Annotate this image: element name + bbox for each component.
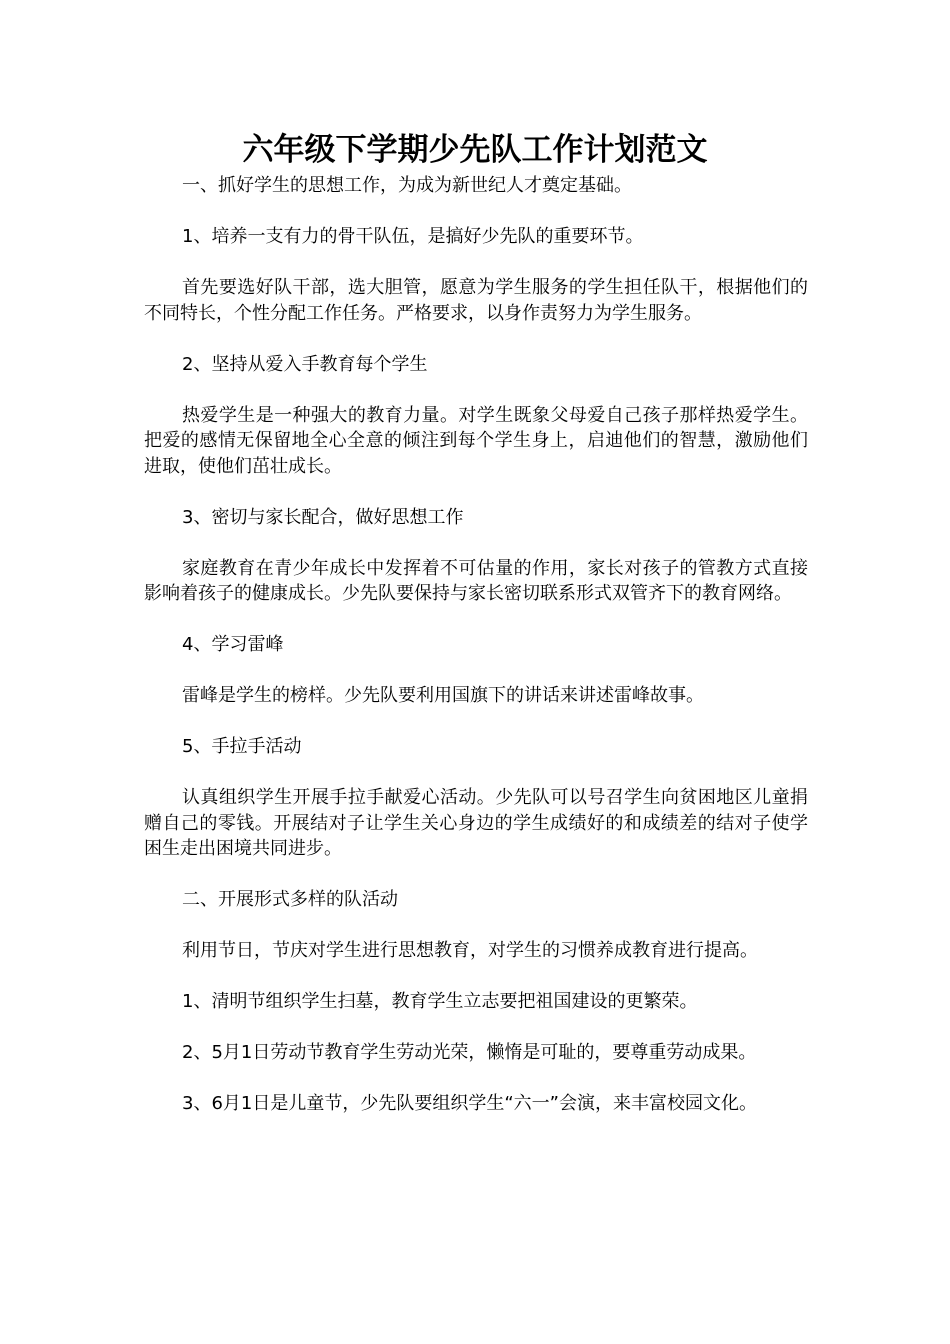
paragraph: 3、6月1日是儿童节，少先队要组织学生“六一”会演，来丰富校园文化。 [182, 1093, 758, 1114]
paragraph: 1、清明节组织学生扫墓，教育学生立志要把祖国建设的更繁荣。 [182, 991, 698, 1012]
paragraph: 一、抓好学生的思想工作，为成为新世纪人才奠定基础。 [182, 175, 632, 196]
paragraph: 2、坚持从爱入手教育每个学生 [182, 353, 428, 375]
paragraph: 雷峰是学生的榜样。少先队要利用国旗下的讲话来讲述雷峰故事。 [182, 685, 704, 706]
paragraph: 1、培养一支有力的骨干队伍，是搞好少先队的重要环节。 [182, 226, 644, 247]
paragraph: 二、开展形式多样的队活动 [182, 889, 398, 910]
paragraph: 首先要选好队干部，选大胆管，愿意为学生服务的学生担任队干，根据他们的不同特长，个性分配工作任务。严格要求，以身作责努力为学生服务。 [144, 277, 808, 324]
paragraph: 热爱学生是一种强大的教育力量。对学生既象父母爱自己孩子那样热爱学生。把爱的感情无保留地全心全意的倾注到每个学生身上，启迪他们的智慧，激励他们进取，使他们茁壮成长。 [144, 404, 808, 477]
document-title: 六年级下学期少先队工作计划范文 [242, 132, 708, 168]
paragraph: 认真组织学生开展手拉手献爱心活动。少先队可以号召学生向贫困地区儿童捐赠自己的零钱。开展结对子让学生关心身边的学生成绩好的和成绩差的结对子使学困生走出困境共同进步。 [144, 787, 808, 859]
paragraph: 5、手拉手活动 [182, 736, 302, 757]
document-body [144, 173, 808, 1117]
paragraph: 4、学习雷峰 [182, 634, 284, 655]
paragraph: 家庭教育在青少年成长中发挥着不可估量的作用，家长对孩子的管教方式直接影响着孩子的健康成长。少先队要保持与家长密切联系形式双管齐下的教育网络。 [144, 557, 808, 604]
paragraph: 3、密切与家长配合，做好思想工作 [182, 506, 464, 528]
paragraph: 2、5月1日劳动节教育学生劳动光荣，懒惰是可耻的，要尊重劳动成果。 [182, 1042, 757, 1063]
paragraph: 利用节日，节庆对学生进行思想教育，对学生的习惯养成教育进行提高。 [182, 940, 758, 961]
